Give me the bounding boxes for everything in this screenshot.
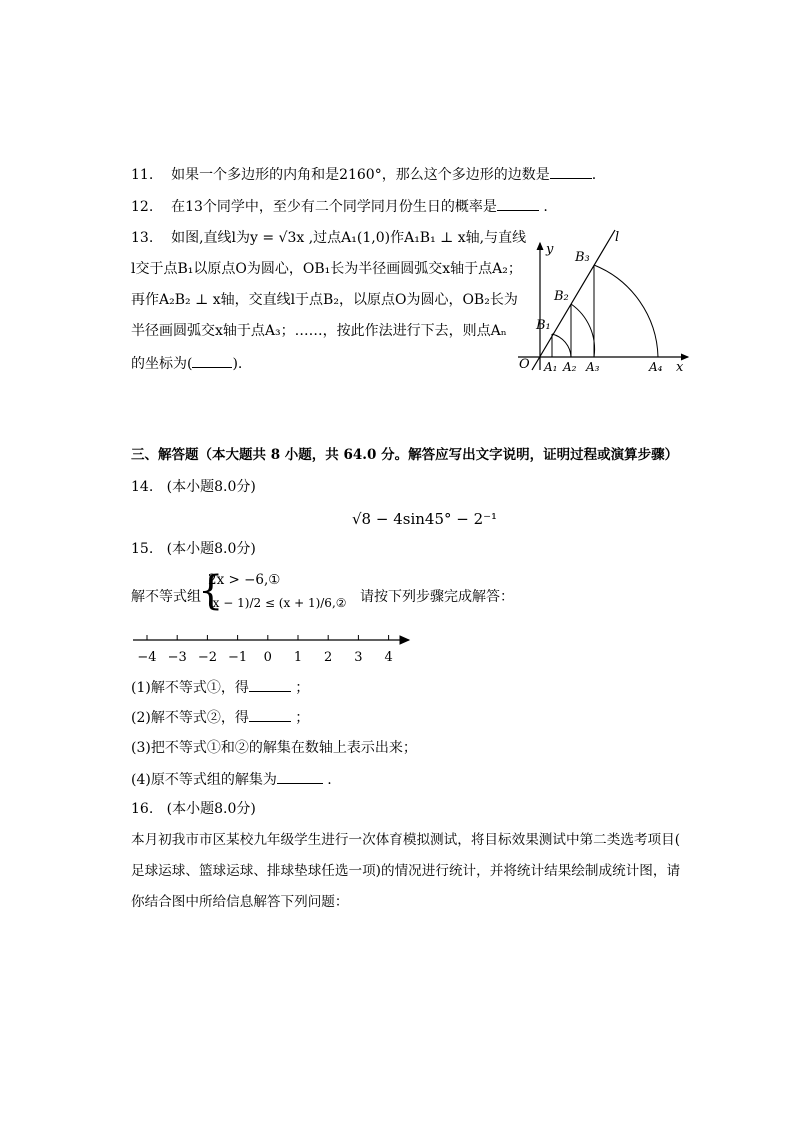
q15-step2-end: ； — [295, 710, 310, 726]
q16-line3: 你结合图中所给信息解答下列问题： — [131, 894, 349, 910]
q12 — [131, 197, 548, 216]
label-A3: A₃ — [586, 360, 600, 374]
q12-number: 12. — [131, 199, 154, 215]
number-line-tick-label: −4 — [137, 650, 157, 665]
section3-title: 三、解答题（本大题共 8 小题，共 64.0 分。解答应写出文字说明，证明过程或演算步骤） — [131, 447, 679, 463]
q11-end: . — [591, 167, 597, 183]
q15-step3: (3)把不等式①和②的解集在数轴上表示出来； — [131, 740, 417, 756]
label-B2: B₂ — [554, 289, 569, 304]
q15-step1-text: (1)解不等式①，得 — [131, 680, 249, 696]
number-line-tick-label: 1 — [293, 650, 303, 665]
q16-number: 16. — [131, 801, 154, 817]
q15-number: 15. — [131, 541, 154, 557]
arc-OB2 — [571, 304, 595, 357]
q13-number: 13. — [131, 230, 154, 246]
q15-step1-blank[interactable] — [249, 678, 291, 692]
q14-number: 14. — [131, 479, 154, 495]
number-line — [125, 628, 415, 668]
q15-after-text: 请按下列步骤完成解答： — [360, 589, 514, 605]
number-line-tick-label: −3 — [167, 650, 187, 665]
number-line-tick-label: −2 — [197, 650, 217, 665]
q16-header — [131, 800, 256, 818]
q15-system-brace: { — [198, 568, 224, 614]
q13-line2: l交于点B₁以原点O为圆心，OB₁长为半径画圆弧交x轴于点A₂； — [131, 261, 522, 277]
arc-OB3 — [594, 265, 658, 357]
label-O: O — [519, 357, 530, 372]
q11-text: 如果一个多边形的内角和是2160°，那么这个多边形的边数是 — [171, 167, 550, 183]
label-B1: B₁ — [536, 318, 551, 333]
q13-answer-blank[interactable] — [192, 354, 232, 368]
q16-score: (本小题8.0分) — [166, 801, 256, 817]
q15-step1-end: ； — [295, 680, 310, 696]
q12-answer-blank[interactable] — [497, 197, 539, 211]
q11-answer-blank[interactable] — [550, 165, 592, 179]
q13-figure — [510, 225, 695, 375]
q15-step4-text: (4)原不等式组的解集为 — [131, 772, 277, 788]
line-l — [532, 230, 615, 370]
label-A2: A₂ — [563, 360, 577, 374]
arc-OB1 — [552, 334, 571, 357]
number-line-tick-label: 4 — [384, 650, 393, 665]
label-l: l — [615, 230, 620, 245]
q15-step4 — [131, 770, 332, 789]
q12-end: . — [543, 199, 548, 215]
q11-number: 11. — [131, 167, 154, 183]
q16-line2: 足球运球、篮球运球、排球垫球任选一项)的情况进行统计，并将统计结果绘制成统计图，请 — [131, 863, 681, 879]
q11 — [131, 165, 596, 184]
q15-score: (本小题8.0分) — [166, 541, 256, 557]
label-B3: B₃ — [575, 250, 590, 265]
q15-inequality-2: (x − 1)/2 ≤ (x + 1)/6,② — [208, 596, 347, 610]
number-line-tick-label: −1 — [228, 650, 248, 665]
q14-header — [131, 478, 256, 496]
number-line-tick-label: 3 — [354, 650, 363, 665]
q15-step2 — [131, 708, 309, 727]
label-y: y — [546, 242, 554, 257]
q13-line3: 再作A₂B₂ ⊥ x轴，交直线l于点B₂，以原点O为圆心，OB₂长为 — [131, 292, 518, 308]
q13-line5-post: ). — [232, 356, 243, 372]
q13-line1 — [131, 229, 526, 247]
q16-line1: 本月初我市市区某校九年级学生进行一次体育模拟测试，将目标效果测试中第二类选考项目( — [131, 832, 681, 848]
q14-score: (本小题8.0分) — [166, 479, 256, 495]
label-x: x — [676, 360, 684, 375]
q15-step2-blank[interactable] — [249, 708, 291, 722]
q15-header — [131, 540, 256, 558]
q13-line5-pre: 的坐标为( — [131, 356, 193, 372]
q15-step1 — [131, 678, 309, 697]
label-A4: A₄ — [649, 360, 663, 374]
q15-step4-end: . — [327, 772, 332, 788]
q15-step2-text: (2)解不等式②，得 — [131, 710, 249, 726]
q13-line5 — [131, 354, 242, 373]
q15-intro: 解不等式组 — [131, 589, 201, 605]
number-line-tick-label: 2 — [324, 650, 333, 665]
q13-line4: 半径画圆弧交x轴于点A₃；……，按此作法进行下去，则点Aₙ — [131, 323, 507, 339]
number-line-tick-label: 0 — [263, 650, 272, 665]
q13-text-line1: 如图,直线l为y = √3x ,过点A₁(1,0)作A₁B₁ ⊥ x轴,与直线 — [171, 230, 527, 246]
q15-step4-blank[interactable] — [277, 770, 323, 784]
q14-expression: √8 − 4sin45° − 2⁻¹ — [352, 510, 498, 528]
q15-inequality-1: 2x > −6,① — [208, 572, 281, 588]
q12-text: 在13个同学中，至少有二个同学同月份生日的概率是 — [171, 199, 497, 215]
label-A1: A₁ — [544, 360, 558, 374]
